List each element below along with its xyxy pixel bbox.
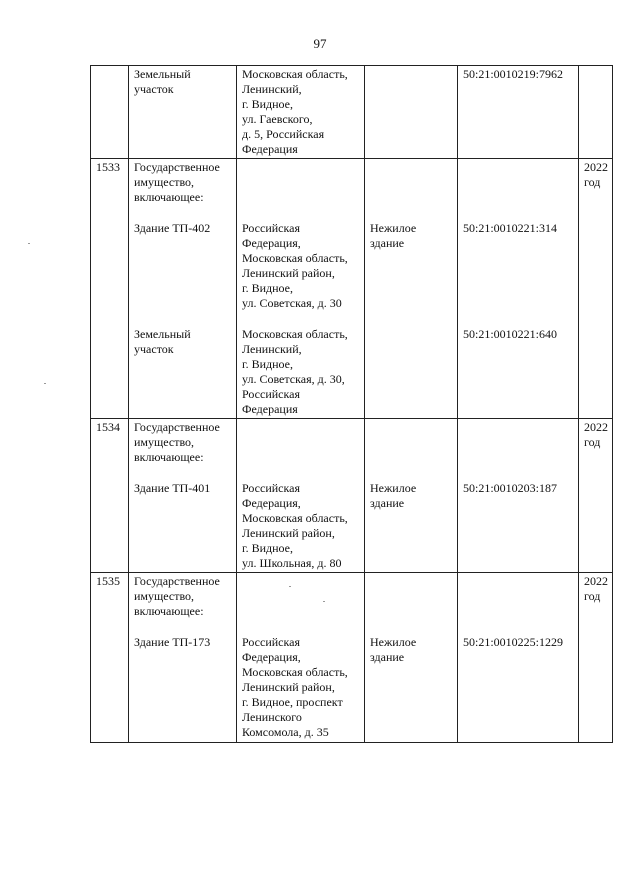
cadastral-number: 50:21:0010203:187: [463, 481, 558, 495]
year: 2022 год: [584, 160, 608, 189]
scan-speck: [28, 243, 30, 244]
table-row: [91, 66, 613, 159]
group-header: Государственное имущество, включающее:: [134, 420, 220, 464]
year: 2022 год: [584, 420, 608, 449]
property-registry-table: [90, 65, 613, 743]
cadastral-number-cell: [458, 66, 579, 159]
cadastral-number: 50:21:0010219:7962: [463, 67, 564, 81]
year-cell: [579, 419, 613, 573]
item-address: Московская область, Ленинский, г. Видное, ул. Гаевского, д. 5, Российская Федерация: [242, 67, 348, 156]
table-row: [91, 573, 613, 743]
row-number-cell: [91, 573, 129, 743]
object-type-cell: [365, 66, 458, 159]
item-type: Нежилое здание: [370, 221, 417, 250]
item-name: Земельный участок: [134, 327, 191, 356]
year-cell: [579, 159, 613, 419]
scan-speck: [323, 601, 325, 602]
item-address: Российская Федерация, Московская область, Ленинский район, г. Видное, проспект Ленинского Комсомола, д. 35: [242, 635, 348, 739]
table-row: [91, 159, 613, 419]
row-number-cell: [91, 159, 129, 419]
item-type: Нежилое здание: [370, 481, 417, 510]
address-cell: [237, 573, 365, 743]
row-number-cell: [91, 419, 129, 573]
item-address: Московская область, Ленинский, г. Видное, ул. Советская, д. 30, Российская Федерация: [242, 327, 348, 416]
cadastral-number: 50:21:0010225:1229: [463, 635, 564, 649]
scan-speck: [44, 383, 46, 384]
item-name-cell: [129, 66, 237, 159]
group-header: Государственное имущество, включающее:: [134, 160, 220, 204]
object-type-cell: [365, 573, 458, 743]
item-name: Земельный участок: [134, 67, 191, 96]
year-cell: [579, 66, 613, 159]
row-number: 1533: [96, 160, 120, 174]
table-row: [91, 419, 613, 573]
item-name: Здание ТП-173: [134, 635, 211, 649]
address-cell: [237, 66, 365, 159]
page-number: 97: [313, 36, 327, 51]
object-type-cell: [365, 419, 458, 573]
item-name-cell: [129, 573, 237, 743]
year-cell: [579, 573, 613, 743]
cadastral-number: 50:21:0010221:314: [463, 221, 558, 235]
item-name-cell: [129, 159, 237, 419]
row-number: 1534: [96, 420, 120, 434]
cadastral-number-cell: [458, 573, 579, 743]
item-address: Российская Федерация, Московская область, Ленинский район, г. Видное, ул. Советская, д. 30: [242, 221, 348, 310]
item-name-cell: [129, 419, 237, 573]
cadastral-number-cell: [458, 419, 579, 573]
row-number-cell: [91, 66, 129, 159]
group-header: Государственное имущество, включающее:: [134, 574, 220, 618]
item-address: Российская Федерация, Московская область, Ленинский район, г. Видное, ул. Школьная, д. 80: [242, 481, 348, 570]
scan-speck: [289, 586, 291, 587]
address-cell: [237, 419, 365, 573]
cadastral-number-cell: [458, 159, 579, 419]
item-type: Нежилое здание: [370, 635, 417, 664]
item-name: Здание ТП-402: [134, 221, 211, 235]
object-type-cell: [365, 159, 458, 419]
year: 2022 год: [584, 574, 608, 603]
row-number: 1535: [96, 574, 120, 588]
cadastral-number: 50:21:0010221:640: [463, 327, 558, 341]
item-name: Здание ТП-401: [134, 481, 211, 495]
address-cell: [237, 159, 365, 419]
